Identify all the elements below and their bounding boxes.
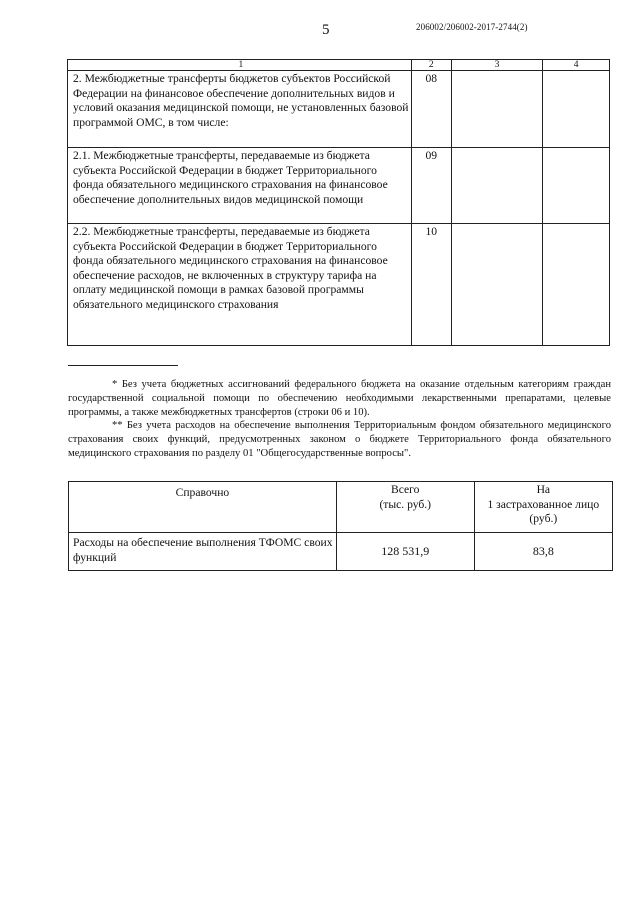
table-row (68, 148, 610, 224)
reference-row-label: Расходы на обеспечение выполнения ТФОМС своих функций (69, 533, 337, 571)
reference-row-per-person: 83,8 (474, 533, 612, 571)
page-number: 5 (322, 22, 330, 38)
row-label (68, 148, 412, 224)
row-label (68, 224, 412, 346)
row-code-text: 10 (425, 225, 438, 238)
reference-header-per-person: На 1 застрахованное лицо (руб.) (474, 482, 612, 533)
footnote-separator (68, 365, 178, 366)
row-code (411, 224, 451, 346)
row-col3 (451, 71, 543, 148)
row-label-text: 2.1. Межбюджетные трансферты, передаваемые из бюджета субъекта Российской Федерации в бюджет Территориального фонда обязательного медицинского страхования на финансовое обеспечение дополнительных видов медицинской помощи (73, 149, 388, 206)
row-col4 (543, 224, 610, 346)
reference-header-total: Всего (тыс. руб.) (336, 482, 474, 533)
row-code (411, 148, 451, 224)
table-row (68, 224, 610, 346)
row-label (68, 71, 412, 148)
row-label-text: 2.2. Межбюджетные трансферты, передаваемые из бюджета субъекта Российской Федерации в бюджет Территориального фонда обязательного медицинского страхования на финансовое обеспечение расходов, не включенных в структуру тарифа на оплату медицинской помощи в рамках базовой программы обязательного медицинского страхования (73, 225, 388, 311)
row-code-text: 09 (425, 149, 438, 162)
row-col4 (543, 148, 610, 224)
document-code: 206002/206002-2017-2744(2) (416, 22, 528, 32)
reference-table (68, 481, 613, 571)
reference-header-label: Справочно (69, 482, 337, 533)
row-code-text: 08 (425, 72, 438, 85)
reference-header-row (69, 482, 613, 533)
table-row (68, 71, 610, 148)
row-col3 (451, 224, 543, 346)
row-label-text: 2. Межбюджетные трансферты бюджетов субъектов Российской Федерации на финансовое обеспечение дополнительных видов и условий оказания медицинской помощи, не установленных базовой программой ОМС, в том числе: (73, 72, 409, 129)
column-number-4: 4 (543, 60, 610, 71)
column-number-row (68, 60, 610, 71)
main-table (67, 59, 610, 346)
footnote-1: * Без учета бюджетных ассигнований федерального бюджета на оказание отдельным категориям граждан государственной социальной помощи по обеспечению необходимыми лекарственными препаратами, целевые программы, а также межбюджетных трансфертов (строки 06 и 10). (68, 379, 611, 419)
footnote-2: ** Без учета расходов на обеспечение выполнения Территориальным фондом обязательного медицинского страхования своих функций, предусмотренных законом о бюджете Территориального фонда обязательного медицинского страхования по разделу 01 "Общегосударственные вопросы". (68, 420, 611, 460)
row-col3 (451, 148, 543, 224)
reference-data-row (69, 533, 613, 571)
column-number-3: 3 (451, 60, 543, 71)
column-number-2: 2 (411, 60, 451, 71)
column-number-1: 1 (68, 60, 412, 71)
row-col4 (543, 71, 610, 148)
reference-row-total: 128 531,9 (336, 533, 474, 571)
row-code (411, 71, 451, 148)
